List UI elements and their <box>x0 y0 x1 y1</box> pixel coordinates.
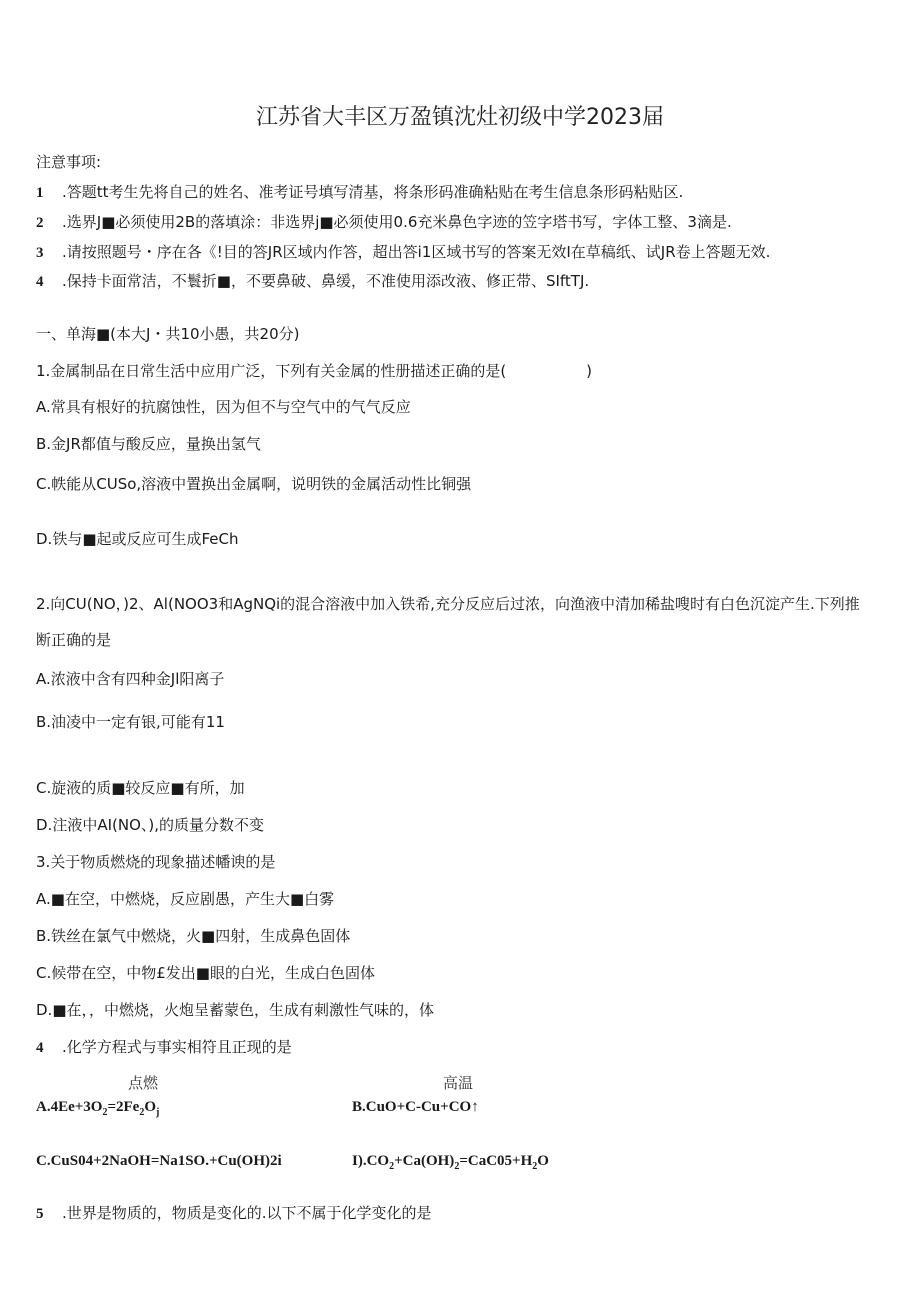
question-2-stem-line2: 断正确的是 <box>36 631 112 649</box>
question-4-option-b: B.CuO+C-Cu+CO↑ <box>352 1099 479 1115</box>
question-2-option-b: B.油凌中一定有银,可能有11 <box>36 713 225 731</box>
question-3-option-a: A.■在空，中燃烧，反应剧愚，产生大■白雾 <box>36 890 335 908</box>
question-2-option-c: C.旋液的质■较反应■有所，加 <box>36 779 245 797</box>
question-number: 4 <box>36 1040 44 1056</box>
question-2-option-a: A.浓液中含有四种金Jl阳离子 <box>36 670 225 688</box>
notice-item <box>36 212 732 233</box>
question-3-stem: 3.关于物质燃烧的现象描述幡谀的是 <box>36 853 276 871</box>
reaction-condition-high-temp: 高温 <box>443 1074 474 1092</box>
notice-item-number: 2 <box>36 215 44 231</box>
equation-part: A.4Ee+3O <box>36 1099 103 1115</box>
notice-item-text: .选界J■必须使用2B的落填涂：非选界j■必须使用0.6充米鼻色字迹的笠字塔书写，字体工整、3滴是. <box>62 213 732 231</box>
section-heading: 一、单海■(本大J・共10小愚，共20分) <box>36 325 300 343</box>
subscript: j <box>156 1107 160 1118</box>
subscript: 2 <box>102 1107 108 1118</box>
question-5-stem <box>36 1203 432 1224</box>
question-3-option-b: B.铁丝在氯气中燃烧，火■四射，生成鼻色固体 <box>36 927 351 945</box>
question-stem-text: 1.金属制品在日常生活中应用广泛，下列有关金属的性册描述正确的是( <box>36 362 507 380</box>
question-1-option-b: B.金JR都值与酸反应，量换出氢气 <box>36 435 261 453</box>
question-4-option-c: C.CuS04+2NaOH=Na1SO.+Cu(OH)2i <box>36 1153 282 1169</box>
question-stem-text: .世界是物质的，物质是变化的.以下不属于化学变化的是 <box>62 1204 432 1222</box>
equation-part: =CaC05+H <box>459 1153 533 1169</box>
notice-item-number: 3 <box>36 245 44 261</box>
notice-item-text: .答题tt考生先将自己的姓名、准考证号填写清基，将条形码准确粘贴在考生信息条形码粘贴区. <box>62 183 684 201</box>
subscript: 2 <box>389 1161 395 1172</box>
notice-item-text: .保持卡面常洁，不鬟折■，不要鼻破、鼻缓，不准使用添改液、修正带、SIftTJ. <box>62 272 590 290</box>
question-4-stem <box>36 1037 292 1058</box>
question-1-option-a: A.常具有根好的抗腐蚀性，因为但不与空气中的气气反应 <box>36 398 411 416</box>
notice-item <box>36 271 589 292</box>
equation-part: O <box>144 1099 157 1115</box>
notice-item <box>36 182 683 203</box>
equation-part: I).CO <box>352 1153 390 1169</box>
subscript: 2 <box>454 1161 460 1172</box>
equation-part: O <box>537 1153 549 1169</box>
question-4-option-d <box>352 1151 549 1177</box>
question-1-stem <box>36 361 592 381</box>
question-1-option-d: D.铁与■起或反应可生成FeCh <box>36 530 239 548</box>
question-2-stem-line1: 2.向CU(NO，)2、Al(NOO3和AgNQi的混合溶液中加入铁希,充分反应后过浓，向渔液中清加稀盐嗖时有白色沉淀产生.下列推 <box>36 595 860 613</box>
notice-item <box>36 242 770 263</box>
question-2-option-d: D.注液中AI(NO、),的质量分数不变 <box>36 816 265 834</box>
notice-item-number: 1 <box>36 185 44 201</box>
question-1-option-c: C.帙能从CUSo,溶液中置换出金属啊，说明铁的金属活动性比铜强 <box>36 475 472 493</box>
reaction-condition-ignite: 点燃 <box>128 1074 159 1092</box>
subscript: 2 <box>532 1161 538 1172</box>
question-3-option-d: D.■在，，中燃烧，火炮呈蓄蒙色，生成有刺激性气味的，体 <box>36 1001 434 1019</box>
question-3-option-c: C.候带在空，中物£发出■眼的白光，生成白色固体 <box>36 964 375 982</box>
paren-close: ) <box>586 362 593 380</box>
equation-part: +Ca(OH) <box>394 1153 455 1169</box>
notice-item-number: 4 <box>36 274 44 290</box>
equation-part: =2Fe <box>107 1099 140 1115</box>
question-stem-text: .化学方程式与事实相符且正现的是 <box>62 1038 292 1056</box>
notice-item-text: .请按照题号・序在各《!目的答JR区域内作答，超出答i1区域书写的答案无效I在草稿纸、试JR卷上答题无效. <box>62 243 771 261</box>
notice-heading: 注意事项: <box>36 153 102 171</box>
question-4-option-a <box>36 1097 159 1123</box>
page-title: 江苏省大丰区万盈镇沈灶初级中学2023届 <box>256 105 664 130</box>
subscript: 2 <box>139 1107 145 1118</box>
question-number: 5 <box>36 1206 44 1222</box>
